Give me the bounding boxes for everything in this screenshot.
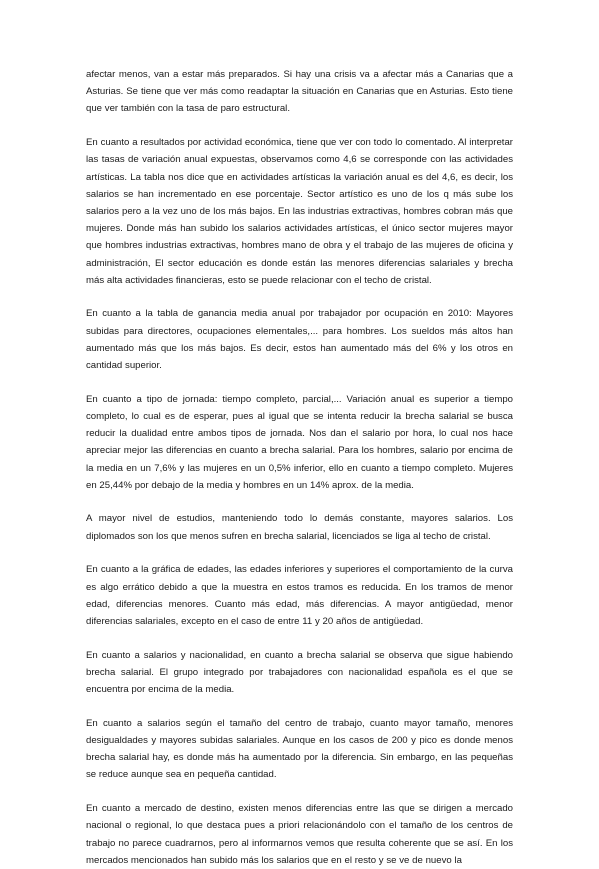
paragraph-1: afectar menos, van a estar más preparados. Si hay una crisis va a afectar más a Canarias que a Asturias. Se tiene que ver más como readaptar la situación en Canarias que en Asturias. Esto tiene que ver también con la tasa de paro estructural. xyxy=(86,69,513,115)
paragraph-9: En cuanto a mercado de destino, existen menos diferencias entre las que se dirigen a mercado nacional o regional, lo que destaca pues a priori relacionándolo con el tamaño de los centros de trabajo no parece cuadrarnos, pero al informarnos vemos que resulta coherente que se así. En los mercados mencionados han subido más los salarios que en el resto y se ve de nuevo la xyxy=(86,803,513,866)
paragraph-4: En cuanto a tipo de jornada: tiempo completo, parcial,... Variación anual es superior a tiempo completo, lo cual es de esperar, pues al igual que se intenta reducir la brecha salarial se busca reducir la dualidad entre ambos tipos de jornada. Nos dan el salario por hora, lo cual nos hace apreciar mejor las diferencias en cuanto a brecha salarial. Para los hombres, salario por encima de la media en un 7,6% y las mujeres en un 0,5% inferior, ello en cuanto a tiempo completo. Mujeres en 25,44% por debajo de la media y hombres en un 14% aprox. de la media. xyxy=(86,393,513,491)
paragraph-2: En cuanto a resultados por actividad económica, tiene que ver con todo lo comentado. Al interpretar las tasas de variación anual expuestas, observamos como 4,6 se corresponde con las actividades artísticas. La tabla nos dice que en actividades artísticas la variación anual es del 4,6, es decir, los salarios se han incrementado en ese porcentaje. Sector artístico es uno de los q más sube los salarios pero a la vez uno de los más bajos. En las industrias extractivas, hombres cobran más que mujeres. Donde más han subido los salarios actividades artísticas, el único sector mujeres mayor que hombres industrias extractivas, hombres mano de obra y el trabajo de las mujeres de oficina y administración, El sector educación es donde están las menores diferencias salariales y brecha más alta actividades financieras, esto se puede relacionar con el techo de cristal. xyxy=(86,137,513,286)
paragraph-6: En cuanto a la gráfica de edades, las edades inferiores y superiores el comportamiento de la curva es algo errático debido a que la muestra en estos tramos es reducida. En los tramos de menor edad, diferencias menores. Cuanto más edad, más diferencias. A mayor antigüedad, menor diferencias salariales, excepto en el caso de entre 11 y 20 años de antigüedad. xyxy=(86,564,513,627)
paragraph-8: En cuanto a salarios según el tamaño del centro de trabajo, cuanto mayor tamaño, menores desigualdades y mayores subidas salariales. Aunque en los casos de 200 y pico es donde menos brecha salarial hay, es donde más ha aumentado por la diferencia. Sin embargo, en las pequeñas se reduce aunque sea en pequeña cantidad. xyxy=(86,717,513,781)
paragraph-7: En cuanto a salarios y nacionalidad, en cuanto a brecha salarial se observa que sigue habiendo brecha salarial. El grupo integrado por trabajadores con nacionalidad española es el que se encuentra por encima de la media. xyxy=(86,649,513,696)
paragraph-3: En cuanto a la tabla de ganancia media anual por trabajador por ocupación en 2010: Mayores subidas para directores, ocupaciones elementales,... para hombres. Los sueldos más altos han aumentado más que los más bajos. Es decir, estos han aumentado más del 6% y los otros en cantidad superior. xyxy=(86,308,513,372)
paragraph-5: A mayor nivel de estudios, manteniendo todo lo demás constante, mayores salarios. Los diplomados son los que menos sufren en brecha salarial, licenciados se liga al techo de cristal. xyxy=(86,513,513,542)
